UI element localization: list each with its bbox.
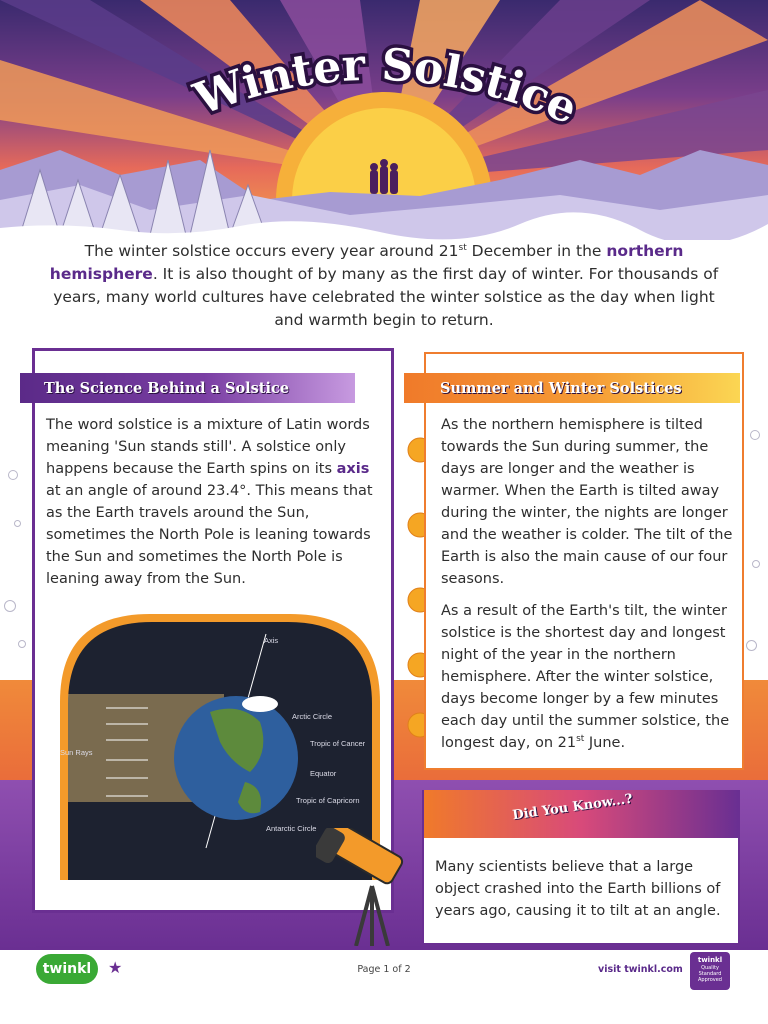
solstices-heading [404, 373, 740, 403]
diagram-label-capricorn: Tropic of Capricorn [296, 796, 360, 805]
snow-dot [750, 430, 760, 440]
snow-dot [8, 470, 18, 480]
page-title [0, 0, 768, 200]
diagram-label-sun-rays: Sun Rays [60, 748, 93, 757]
badge-brand: twinkl [697, 956, 723, 964]
intro-paragraph [40, 240, 728, 332]
intro-highlight: northern hemisphere [49, 242, 684, 283]
page-title-wrap [0, 0, 768, 200]
diagram-label-equator: Equator [310, 769, 337, 778]
twinkl-logo[interactable] [36, 954, 98, 984]
header-scene [0, 0, 768, 240]
telescope-icon [316, 828, 416, 946]
solstices-para-2a: As a result of the Earth's tilt, the winter solstice is the shortest day and longest night of the year in the northern hemisphere. After the winter solstice, days become longer by a few minutes each day until the summer solstice, the longest day, on 21 [441, 603, 730, 751]
svg-text:Winter Solstice: Winter Solstice [187, 39, 585, 135]
science-text [46, 414, 374, 590]
science-text-2: at an angle of around 23.4°. This means that as the Earth travels around the Sun, sometimes the North Pole is leaning towards the Sun and sometimes the North Pole is leaning away from the Sun. [46, 483, 373, 587]
intro-text-1: The winter solstice occurs every year around 21 [84, 242, 459, 260]
solstices-para-2 [441, 600, 733, 754]
intro-sup: st [458, 242, 467, 253]
solstices-text [441, 414, 733, 754]
diagram-label-antarctic: Antarctic Circle [266, 824, 317, 833]
solstices-heading-text: Summer and Winter Solstices [440, 379, 682, 397]
badge-text: Quality Standard Approved [698, 965, 722, 983]
solstices-para-2-sup: st [576, 734, 585, 745]
did-you-know-header [424, 790, 738, 838]
did-you-know-heading: Did You Know...? [511, 791, 634, 824]
solstices-para-2b: June. [584, 735, 626, 751]
page-number: Page 1 of 2 [357, 964, 411, 975]
snow-dot [4, 600, 16, 612]
intro-text-2: December in the [466, 242, 607, 260]
snow-dot [746, 640, 757, 651]
snow-dot [14, 520, 21, 527]
diagram-label-axis: Axis [264, 636, 279, 645]
twinkl-logo-text: twinkl [42, 961, 92, 977]
did-you-know-text: Many scientists believe that a large object crashed into the Earth billions of years ago, causing it to tilt at an angle. [435, 859, 721, 919]
solstices-para-1: As the northern hemisphere is tilted towards the Sun during summer, the days are longer and the weather is warmer. When the Earth is tilted away during the winter, the nights are longer and the weather is colder. The tilt of the Earth is also the main cause of our four seasons. [441, 417, 733, 587]
diagram-label-cancer: Tropic of Cancer [310, 739, 366, 748]
snow-dot [18, 640, 26, 648]
science-text-1: The word solstice is a mixture of Latin words meaning 'Sun stands still'. A solstice only happens because the Earth spins on its [46, 417, 370, 477]
visit-link[interactable]: visit twinkl.com [598, 964, 683, 975]
intro-text-3: . It is also thought of by many as the first day of winter. For thousands of years, many world cultures have celebrated the winter solstice as the day when light and warmth begin to return. [53, 265, 719, 329]
diagram-label-arctic: Arctic Circle [292, 712, 333, 721]
snow-dot [752, 560, 760, 568]
star-icon: ★ [108, 958, 123, 977]
science-heading [20, 373, 355, 403]
footer-divider [36, 946, 740, 948]
science-heading-text: The Science Behind a Solstice [44, 379, 290, 397]
quality-badge [690, 952, 730, 990]
science-highlight: axis [336, 461, 370, 477]
